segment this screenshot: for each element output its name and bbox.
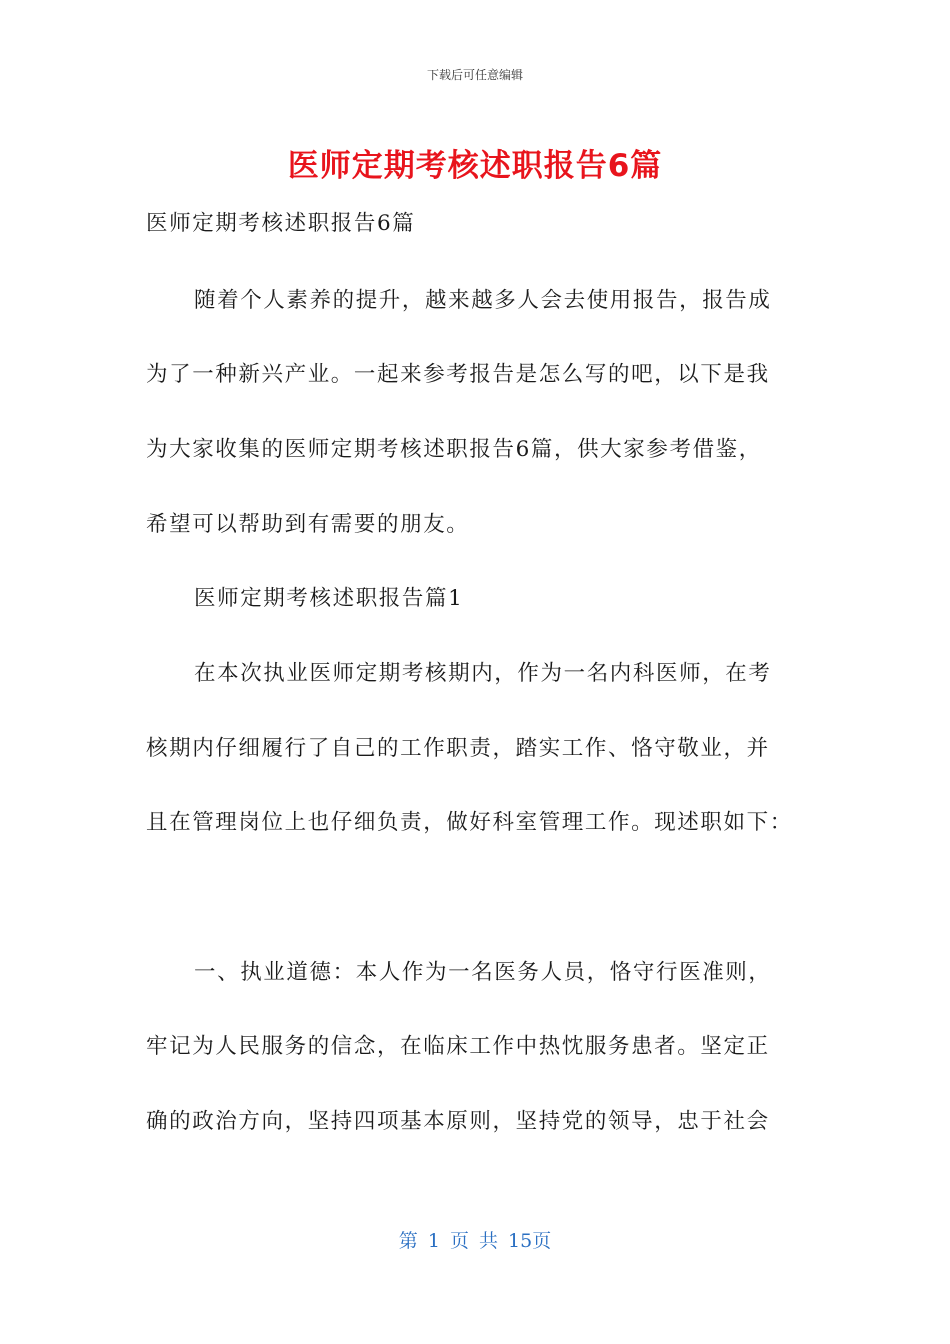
intro-line-3: 为大家收集的医师定期考核述职报告6篇，供大家参考借鉴， [146, 437, 762, 462]
ethics-line-2: 牢记为人民服务的信念，在临床工作中热忱服务患者。坚定正 [146, 1034, 770, 1059]
header-note: 下载后可任意编辑 [426, 68, 523, 82]
document-title: 医师定期考核述职报告6篇 [287, 148, 663, 184]
intro-line-1: 随着个人素养的提升，越来越多人会去使用报告，报告成 [194, 288, 772, 313]
subtitle-line: 医师定期考核述职报告6篇 [146, 211, 416, 236]
section-heading: 医师定期考核述职报告篇1 [194, 586, 464, 611]
intro-line-2: 为了一种新兴产业。一起来参考报告是怎么写的吧，以下是我 [146, 362, 770, 387]
ethics-line-1: 一、执业道德：本人作为一名医务人员，恪守行医准则， [194, 960, 772, 985]
page-footer: 第 1 页 共 15页 [398, 1230, 552, 1252]
body-line-3: 且在管理岗位上也仔细负责，做好科室管理工作。现述职如下： [146, 810, 793, 835]
intro-line-4: 希望可以帮助到有需要的朋友。 [146, 512, 470, 537]
body-line-2: 核期内仔细履行了自己的工作职责，踏实工作、恪守敬业，并 [146, 736, 770, 761]
ethics-line-3: 确的政治方向，坚持四项基本原则，坚持党的领导，忠于社会 [146, 1109, 770, 1134]
body-line-1: 在本次执业医师定期考核期内，作为一名内科医师，在考 [194, 661, 772, 686]
